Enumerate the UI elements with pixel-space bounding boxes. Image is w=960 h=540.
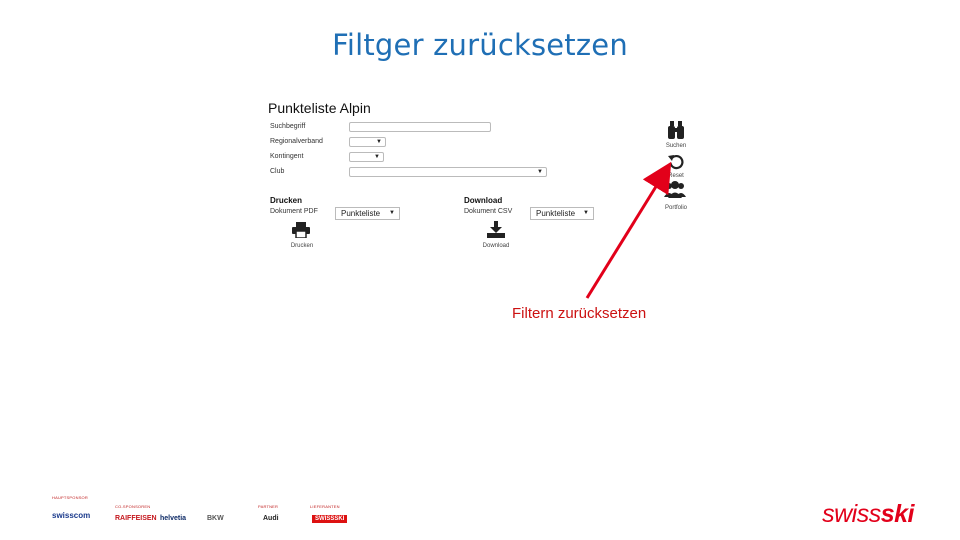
page-title: Punkteliste Alpin [268, 100, 371, 116]
download-button-label[interactable]: Download [482, 243, 510, 249]
supplier-caption: LIEFERANTEN [310, 504, 340, 509]
swisscom-logo: swisscom [52, 511, 91, 520]
chevron-down-icon: ▼ [374, 154, 380, 160]
partner-caption: PARTNER [258, 504, 279, 509]
club-label: Club [270, 168, 285, 175]
swissski-small-logo: SWISSSKI [312, 515, 347, 523]
print-heading: Drucken [270, 196, 303, 205]
swiss-ski-logo [822, 500, 914, 529]
chevron-down-icon: ▼ [376, 139, 382, 145]
print-doc-label: Dokument PDF [270, 208, 318, 215]
main-sponsor-caption: HAUPTSPONSOR [52, 495, 88, 500]
download-select-value: Punkteliste [536, 209, 576, 218]
search-label: Suchbegriff [270, 123, 306, 130]
download-heading: Download [464, 196, 503, 205]
sponsor-footer [0, 488, 960, 540]
print-select-value: Punkteliste [341, 209, 381, 218]
bkw-logo: BKW [207, 515, 224, 522]
slide-title: Filtger zurücksetzen [332, 28, 628, 62]
region-label: Regionalverband [270, 138, 323, 145]
raiffeisen-logo: RAIFFEISEN [115, 515, 157, 522]
chevron-down-icon: ▼ [537, 169, 543, 175]
helvetia-logo: helvetia [160, 515, 187, 522]
chevron-down-icon: ▼ [583, 210, 589, 216]
portfolio-button-label[interactable]: Portfolio [664, 205, 687, 211]
annotation-label: Filtern zurücksetzen [512, 305, 647, 322]
co-sponsors-caption: CO-SPONSOREN [115, 504, 151, 509]
contingent-label: Kontingent [270, 153, 304, 160]
brand-bold-text: ski [880, 500, 914, 528]
brand-light-text: swiss [822, 500, 881, 528]
print-button-label[interactable]: Drucken [290, 243, 314, 249]
chevron-down-icon: ▼ [389, 210, 395, 216]
reset-button-label[interactable]: Reset [668, 173, 684, 179]
audi-logo: Audi [263, 515, 279, 522]
search-button-label[interactable]: Suchen [665, 143, 687, 149]
download-doc-label: Dokument CSV [464, 208, 513, 215]
